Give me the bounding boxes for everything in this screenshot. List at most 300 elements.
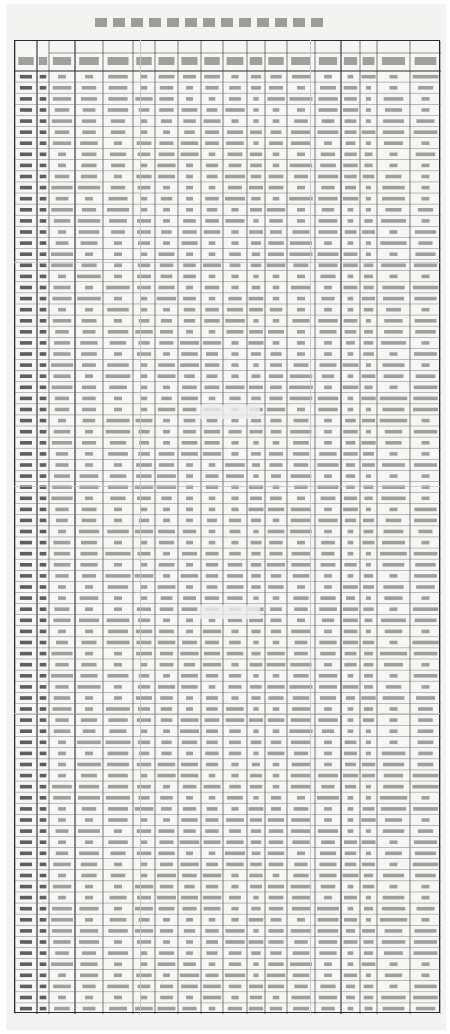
cell-value-mark: [344, 97, 357, 101]
cell-value-mark: [209, 796, 216, 800]
cell-value-mark: [186, 630, 193, 634]
row-label-mark: [20, 929, 32, 933]
cell-value-mark: [324, 818, 332, 822]
cell-value-mark: [320, 86, 336, 90]
cell-value-mark: [414, 552, 438, 556]
cell-value-mark: [297, 208, 305, 212]
cell-value-mark: [163, 940, 170, 944]
row-label-mark: [20, 397, 32, 401]
cell-value-mark: [252, 852, 261, 856]
cell-value-mark: [291, 630, 311, 634]
cell-value-mark: [250, 430, 263, 434]
cell-value-mark: [324, 75, 332, 79]
cell-value-mark: [182, 874, 197, 878]
cell-value-mark: [297, 585, 305, 589]
cell-value-mark: [58, 530, 66, 534]
cell-value-mark: [252, 763, 260, 767]
cell-value-mark: [183, 829, 195, 833]
cell-value-mark: [252, 696, 261, 700]
cell-value-mark: [269, 863, 284, 867]
cell-value-mark: [209, 774, 216, 778]
cell-value-mark: [209, 97, 216, 101]
row-label-mark: [20, 430, 32, 434]
cell-value-mark: [362, 962, 376, 966]
cell-value-mark: [52, 297, 71, 301]
cell-value-mark: [114, 541, 122, 545]
cell-value-mark: [416, 585, 435, 589]
cell-value-mark: [141, 164, 148, 168]
cell-value-mark: [364, 652, 373, 656]
cell-value-mark: [386, 685, 401, 689]
cell-value-mark: [253, 641, 258, 645]
cell-value-mark: [251, 419, 261, 423]
cell-value-mark: [82, 319, 97, 323]
cell-value-mark: [186, 197, 193, 201]
cell-value-mark: [161, 497, 171, 501]
cell-value-mark: [203, 630, 221, 634]
cell-value-mark: [181, 896, 198, 900]
row-label-mark: [40, 596, 47, 600]
cell-value-mark: [206, 818, 219, 822]
cell-value-mark: [250, 685, 262, 689]
cell-value-mark: [364, 341, 374, 345]
cell-value-mark: [160, 696, 173, 700]
cell-value-mark: [250, 130, 262, 134]
cell-value-mark: [227, 585, 244, 589]
cell-value-mark: [186, 996, 193, 1000]
cell-value-mark: [270, 386, 282, 390]
row-label-mark: [20, 752, 32, 756]
row-label-mark: [40, 996, 47, 1000]
cell-value-mark: [52, 119, 72, 123]
row-label-mark: [20, 319, 32, 323]
cell-value-mark: [418, 829, 433, 833]
cell-value-mark: [85, 918, 93, 922]
cell-value-mark: [249, 985, 263, 989]
cell-value-mark: [343, 108, 358, 112]
cell-value-mark: [55, 175, 70, 179]
cell-value-mark: [79, 785, 99, 789]
cell-value-mark: [227, 330, 244, 334]
cell-value-mark: [273, 197, 280, 201]
cell-value-mark: [268, 929, 283, 933]
row-label-mark: [40, 363, 47, 367]
cell-value-mark: [321, 552, 334, 556]
cell-value-mark: [108, 929, 128, 933]
cell-value-mark: [209, 508, 216, 512]
cell-value-mark: [158, 286, 174, 290]
cell-value-mark: [270, 230, 282, 234]
cell-value-mark: [268, 940, 283, 944]
cell-value-mark: [186, 619, 193, 623]
cell-value-mark: [344, 663, 356, 667]
row-label-mark: [40, 474, 47, 478]
cell-value-mark: [251, 840, 261, 844]
cell-value-mark: [348, 397, 354, 401]
cell-value-mark: [163, 785, 170, 789]
row-label-mark: [20, 707, 32, 711]
cell-value-mark: [346, 341, 355, 345]
cell-value-mark: [186, 940, 193, 944]
cell-value-mark: [418, 729, 434, 733]
cell-value-mark: [110, 896, 127, 900]
cell-value-mark: [366, 430, 371, 434]
cell-value-mark: [346, 596, 355, 600]
cell-value-mark: [412, 785, 438, 789]
cell-value-mark: [252, 252, 260, 256]
cell-value-mark: [270, 419, 281, 423]
cell-value-mark: [229, 97, 241, 101]
cell-value-mark: [320, 275, 335, 279]
cell-value-mark: [250, 774, 262, 778]
cell-value-mark: [363, 807, 375, 811]
cell-value-mark: [363, 885, 375, 889]
row-label-mark: [40, 585, 47, 589]
cell-value-mark: [384, 596, 402, 600]
cell-value-mark: [422, 596, 430, 600]
cell-value-mark: [141, 386, 148, 390]
cell-value-mark: [204, 230, 221, 234]
cell-value-mark: [203, 996, 221, 1000]
cell-value-mark: [273, 641, 280, 645]
cell-value-mark: [230, 264, 241, 268]
cell-value-mark: [415, 563, 436, 567]
cell-value-mark: [294, 940, 308, 944]
cell-value-mark: [390, 386, 398, 390]
row-label-mark: [20, 175, 32, 179]
cell-value-mark: [82, 208, 96, 212]
cell-value-mark: [229, 552, 241, 556]
row-label-mark: [20, 974, 32, 978]
cell-value-mark: [207, 108, 218, 112]
row-label-mark: [40, 297, 47, 301]
row-label-mark: [20, 663, 32, 667]
cell-value-mark: [273, 763, 280, 767]
cell-value-mark: [270, 1007, 283, 1011]
cell-value-mark: [137, 852, 151, 856]
cell-value-mark: [159, 630, 174, 634]
cell-value-mark: [136, 641, 151, 645]
row-label-mark: [20, 363, 32, 367]
cell-value-mark: [343, 430, 358, 434]
cell-value-mark: [362, 374, 376, 378]
cell-value-mark: [110, 441, 126, 445]
cell-value-mark: [184, 885, 194, 889]
cell-value-mark: [268, 530, 285, 534]
cell-value-mark: [364, 386, 372, 390]
cell-value-mark: [380, 796, 407, 800]
cell-value-mark: [206, 729, 218, 733]
cell-value-mark: [366, 241, 371, 245]
cell-value-mark: [418, 718, 433, 722]
cell-value-mark: [390, 230, 398, 234]
cell-value-mark: [382, 197, 405, 201]
cell-value-mark: [324, 630, 332, 634]
cell-value-mark: [231, 918, 238, 922]
cell-value-mark: [297, 308, 305, 312]
cell-value-mark: [135, 907, 153, 911]
cell-value-mark: [82, 363, 96, 367]
cell-value-mark: [253, 97, 258, 101]
cell-value-mark: [297, 86, 305, 90]
cell-value-mark: [422, 974, 430, 978]
cell-value-mark: [345, 785, 356, 789]
cell-value-mark: [324, 896, 332, 900]
cell-value-mark: [366, 208, 371, 212]
cell-value-mark: [107, 308, 129, 312]
cell-value-mark: [56, 452, 68, 456]
row-label-mark: [20, 286, 32, 290]
cell-value-mark: [384, 774, 403, 778]
cell-value-mark: [186, 707, 193, 711]
cell-value-mark: [297, 852, 305, 856]
cell-value-mark: [390, 452, 398, 456]
cell-value-mark: [209, 275, 216, 279]
row-label-mark: [40, 885, 47, 889]
cell-value-mark: [114, 996, 122, 1000]
title-glyph: [185, 18, 197, 27]
cell-value-mark: [157, 774, 175, 778]
cell-value-mark: [56, 197, 69, 201]
cell-value-mark: [109, 197, 128, 201]
cell-value-mark: [205, 130, 219, 134]
cell-value-mark: [204, 840, 221, 844]
cell-value-mark: [114, 607, 122, 611]
cell-value-mark: [114, 563, 122, 567]
cell-value-mark: [83, 1007, 96, 1011]
cell-value-mark: [85, 652, 93, 656]
cell-value-mark: [58, 774, 66, 778]
cell-value-mark: [318, 197, 338, 201]
cell-value-mark: [382, 286, 404, 290]
cell-value-mark: [182, 641, 197, 645]
row-label-mark: [40, 164, 47, 168]
column-header-mark: [18, 57, 33, 65]
cell-value-mark: [58, 308, 66, 312]
cell-value-mark: [269, 186, 284, 190]
cell-value-mark: [322, 119, 335, 123]
column-header-mark: [319, 57, 337, 65]
cell-value-mark: [418, 763, 434, 767]
cell-value-mark: [114, 663, 122, 667]
cell-value-mark: [228, 297, 242, 301]
cell-value-mark: [251, 452, 261, 456]
cell-value-mark: [297, 330, 305, 334]
cell-value-mark: [267, 208, 285, 212]
cell-value-mark: [269, 541, 283, 545]
cell-value-mark: [422, 219, 430, 223]
cell-value-mark: [186, 186, 193, 190]
cell-value-mark: [348, 308, 354, 312]
cell-value-mark: [141, 75, 148, 79]
cell-value-mark: [82, 119, 96, 123]
cell-value-mark: [383, 585, 403, 589]
cell-value-mark: [297, 108, 305, 112]
row-label-mark: [20, 297, 32, 301]
cell-value-mark: [114, 519, 122, 523]
cell-value-mark: [159, 829, 175, 833]
cell-value-mark: [163, 186, 170, 190]
cell-value-mark: [320, 363, 337, 367]
cell-value-mark: [268, 252, 284, 256]
cell-value-mark: [348, 796, 354, 800]
row-label-mark: [20, 718, 32, 722]
cell-value-mark: [270, 363, 282, 367]
cell-value-mark: [231, 774, 238, 778]
cell-value-mark: [290, 663, 311, 667]
cell-value-mark: [228, 153, 243, 157]
cell-value-mark: [273, 164, 280, 168]
cell-value-mark: [344, 918, 357, 922]
cell-value-mark: [158, 641, 175, 645]
cell-value-mark: [318, 408, 337, 412]
cell-value-mark: [294, 607, 307, 611]
cell-value-mark: [56, 829, 69, 833]
cell-value-mark: [251, 829, 261, 833]
cell-value-mark: [186, 752, 193, 756]
cell-value-mark: [52, 652, 73, 656]
cell-value-mark: [231, 352, 238, 356]
cell-value-mark: [160, 607, 174, 611]
cell-value-mark: [205, 197, 219, 201]
cell-value-mark: [324, 585, 332, 589]
cell-value-mark: [273, 275, 280, 279]
cell-value-mark: [229, 164, 242, 168]
cell-value-mark: [297, 796, 305, 800]
cell-value-mark: [270, 619, 281, 623]
cell-value-mark: [209, 852, 216, 856]
row-label-mark: [40, 962, 47, 966]
cell-value-mark: [366, 363, 371, 367]
cell-value-mark: [141, 397, 148, 401]
cell-value-mark: [414, 985, 436, 989]
row-label-mark: [40, 663, 47, 667]
cell-value-mark: [382, 940, 406, 944]
cell-value-mark: [108, 774, 128, 778]
cell-value-mark: [422, 197, 430, 201]
cell-value-mark: [364, 685, 373, 689]
cell-value-mark: [290, 430, 311, 434]
cell-value-mark: [229, 951, 242, 955]
row-label-mark: [20, 774, 32, 778]
cell-value-mark: [343, 363, 359, 367]
cell-value-mark: [418, 707, 433, 711]
row-label-mark: [20, 563, 32, 567]
cell-value-mark: [160, 929, 173, 933]
cell-value-mark: [268, 241, 284, 245]
cell-value-mark: [114, 397, 122, 401]
title-glyph: [95, 18, 107, 27]
row-label-mark: [40, 397, 47, 401]
row-label-mark: [40, 951, 47, 955]
cell-value-mark: [253, 796, 258, 800]
cell-value-mark: [348, 408, 354, 412]
row-label-mark: [40, 519, 47, 523]
cell-value-mark: [159, 541, 174, 545]
cell-value-mark: [82, 397, 95, 401]
row-label-mark: [40, 918, 47, 922]
cell-value-mark: [231, 363, 238, 367]
cell-value-mark: [251, 397, 261, 401]
faded-patch: [200, 405, 260, 419]
cell-value-mark: [114, 175, 122, 179]
title-glyph: [275, 18, 287, 27]
cell-value-mark: [382, 186, 404, 190]
cell-value-mark: [390, 508, 398, 512]
cell-value-mark: [85, 197, 93, 201]
cell-value-mark: [85, 840, 93, 844]
cell-value-mark: [161, 807, 172, 811]
cell-value-mark: [225, 929, 244, 933]
cell-value-mark: [346, 696, 355, 700]
cell-value-mark: [386, 308, 401, 312]
cell-value-mark: [205, 363, 220, 367]
cell-value-mark: [292, 840, 309, 844]
cell-value-mark: [81, 552, 98, 556]
row-label-mark: [20, 785, 32, 789]
cell-value-mark: [348, 374, 354, 378]
cell-value-mark: [114, 141, 122, 145]
cell-value-mark: [317, 796, 339, 800]
row-label-mark: [20, 996, 32, 1000]
cell-value-mark: [413, 408, 438, 412]
column-header-mark: [227, 57, 244, 65]
cell-value-mark: [294, 807, 309, 811]
cell-value-mark: [319, 674, 338, 678]
cell-value-mark: [251, 563, 261, 567]
cell-value-mark: [77, 763, 101, 767]
cell-value-mark: [292, 707, 310, 711]
cell-value-mark: [344, 940, 358, 944]
cell-value-mark: [108, 674, 129, 678]
row-label-mark: [20, 330, 32, 334]
cell-value-mark: [269, 374, 283, 378]
cell-value-mark: [186, 696, 193, 700]
row-label-mark: [40, 718, 47, 722]
cell-value-mark: [390, 474, 398, 478]
cell-value-mark: [141, 208, 148, 212]
row-label-mark: [40, 829, 47, 833]
cell-value-mark: [158, 363, 175, 367]
cell-value-mark: [269, 141, 283, 145]
cell-value-mark: [361, 696, 375, 700]
cell-value-mark: [269, 175, 284, 179]
cell-value-mark: [141, 874, 148, 878]
cell-value-mark: [226, 718, 245, 722]
cell-value-mark: [249, 297, 264, 301]
cell-value-mark: [343, 619, 358, 623]
cell-value-mark: [422, 175, 430, 179]
cell-value-mark: [253, 729, 258, 733]
row-label-mark: [40, 552, 47, 556]
cell-value-mark: [206, 574, 218, 578]
cell-value-mark: [114, 829, 122, 833]
cell-value-mark: [81, 164, 96, 168]
cell-value-mark: [318, 252, 339, 256]
cell-value-mark: [253, 596, 258, 600]
cell-value-mark: [252, 374, 261, 378]
cell-value-mark: [207, 208, 217, 212]
cell-value-mark: [390, 86, 398, 90]
cell-value-mark: [141, 996, 148, 1000]
cell-value-mark: [141, 374, 148, 378]
cell-value-mark: [415, 852, 436, 856]
title-glyph: [149, 18, 161, 27]
cell-value-mark: [381, 497, 405, 501]
row-label-mark: [40, 197, 47, 201]
cell-value-mark: [390, 674, 398, 678]
cell-value-mark: [253, 674, 258, 678]
